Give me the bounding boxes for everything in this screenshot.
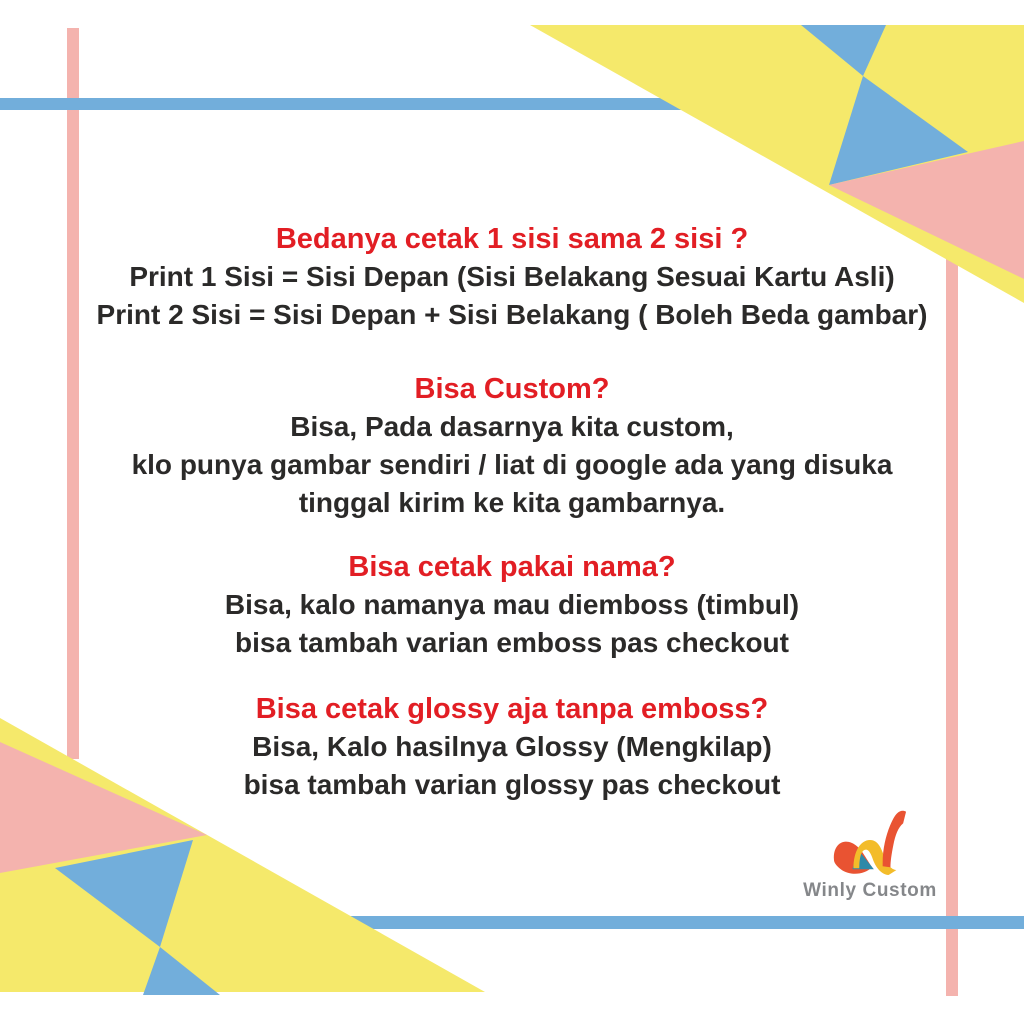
faq-question: Bisa cetak glossy aja tanpa emboss?	[255, 693, 769, 725]
faq-answer-line: Bisa, kalo namanya mau diemboss (timbul)	[224, 589, 800, 620]
faq-answer-line: bisa tambah varian emboss pas checkout	[235, 627, 789, 658]
winly-custom-logo	[800, 799, 940, 902]
faq-section-custom	[0, 370, 1024, 522]
faq-answer-line: klo punya gambar sendiri / liat di google ada yang disuka	[131, 449, 893, 480]
winly-w-ribbon-icon	[832, 799, 908, 879]
faq-answer-line: Bisa, Pada dasarnya kita custom,	[290, 411, 734, 442]
faq-answer-line: tinggal kirim ke kita gambarnya.	[298, 487, 726, 518]
faq-question: Bisa Custom?	[414, 373, 610, 405]
faq-answer-line: Print 1 Sisi = Sisi Depan (Sisi Belakang Sesuai Kartu Asli)	[129, 261, 895, 292]
faq-answer-line: bisa tambah varian glossy pas checkout	[243, 769, 781, 800]
faq-section-print-sides	[0, 220, 1024, 334]
faq-answer-line: Print 2 Sisi = Sisi Depan + Sisi Belakang ( Boleh Beda gambar)	[96, 299, 928, 330]
logo-red-right-ribbon	[883, 811, 906, 868]
faq-section-name-print	[0, 548, 1024, 662]
brand-name: Winly Custom	[803, 880, 937, 901]
faq-answer-line: Bisa, Kalo hasilnya Glossy (Mengkilap)	[252, 731, 772, 762]
faq-question: Bedanya cetak 1 sisi sama 2 sisi ?	[275, 223, 749, 255]
faq-question: Bisa cetak pakai nama?	[348, 551, 676, 583]
faq-section-glossy	[0, 690, 1024, 804]
